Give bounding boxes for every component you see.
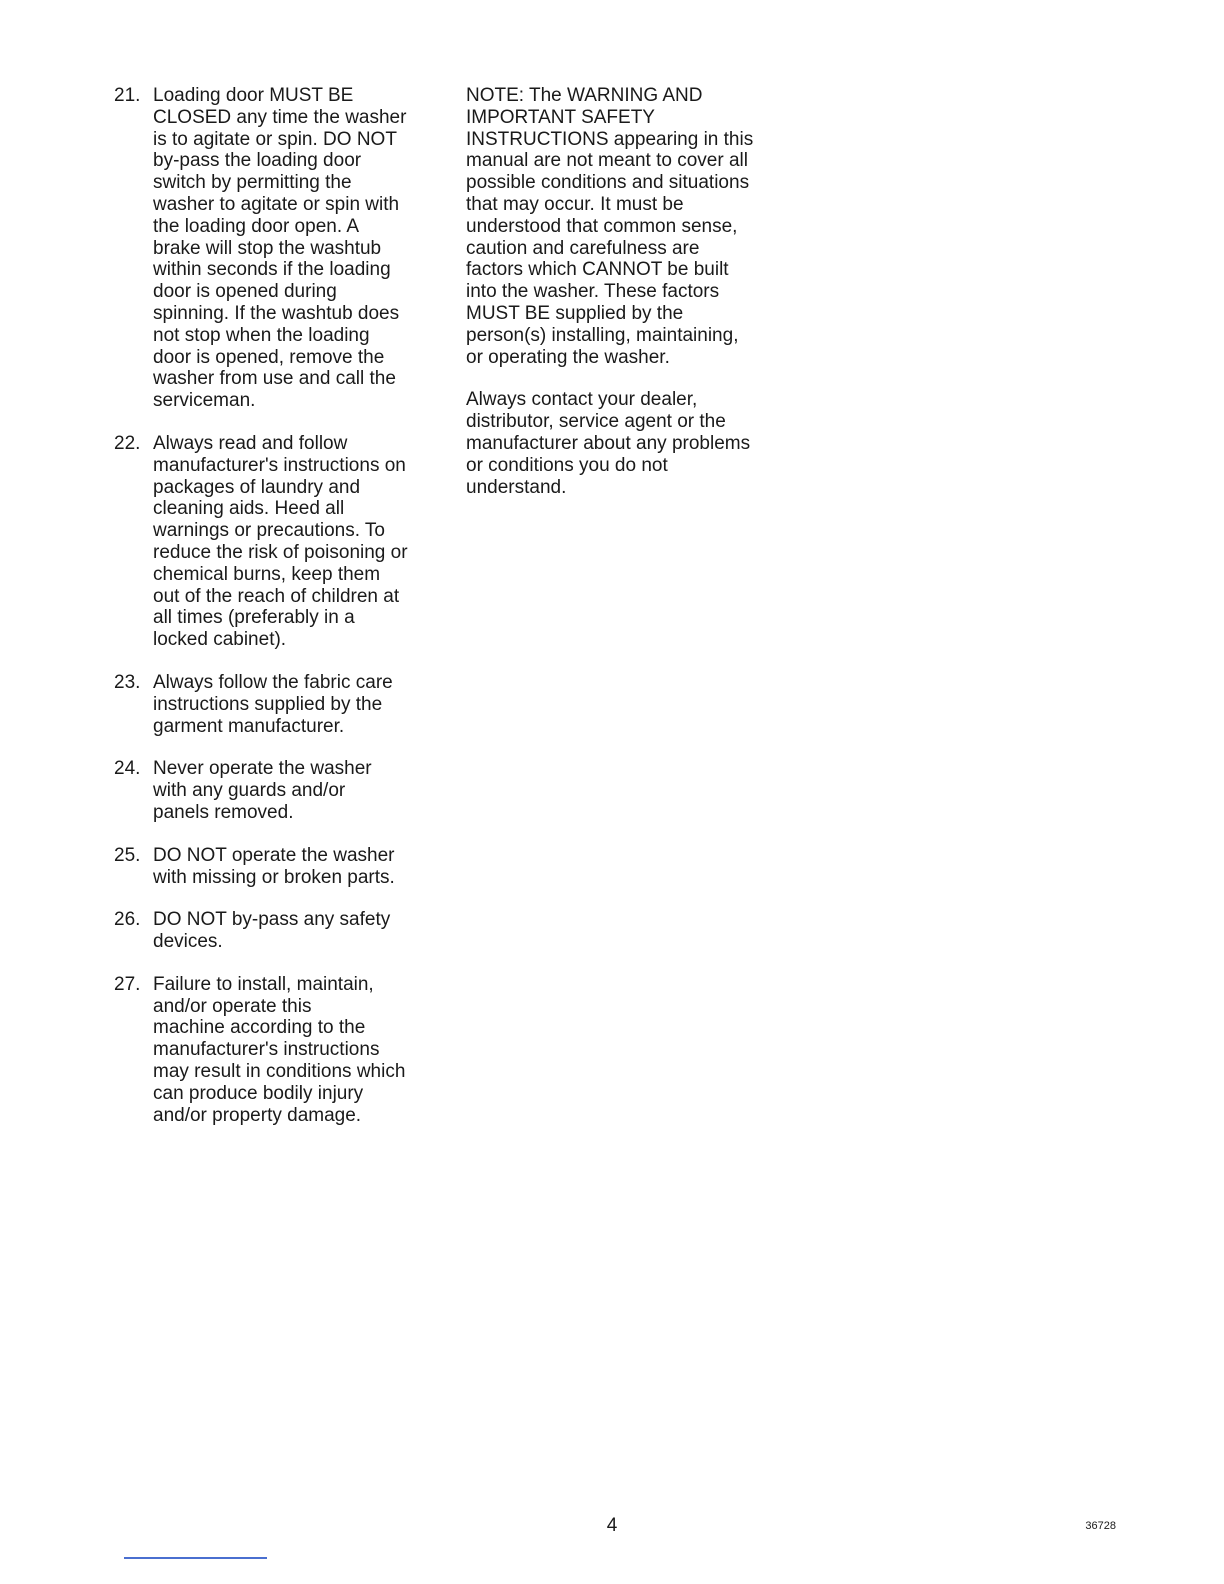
- item-number: 26.: [114, 909, 141, 931]
- list-item: [114, 433, 434, 651]
- list-item: [114, 909, 434, 953]
- item-number: 27.: [114, 973, 141, 995]
- item-text: DO NOT by-pass any safety devices.: [153, 909, 391, 953]
- item-text: Loading door MUST BE CLOSED any time the washer is to agitate or spin. DO NOT by-pass the loading door switch by permitting the washer to agitate or spin with the loading door open. A brake will stop the washtub within seconds if the loading door is opened during spinning. If the washtub does not stop when the loading door is opened, remove the washer from use and call the serviceman.: [153, 85, 407, 412]
- safety-instructions-list: [114, 85, 434, 1147]
- item-number: 25.: [114, 844, 141, 866]
- item-number: 24.: [114, 758, 141, 780]
- item-number: 23.: [114, 671, 141, 693]
- page-number: 4: [606, 1515, 618, 1536]
- list-item: [114, 672, 434, 737]
- item-text: Always follow the fabric care instructions supplied by the garment manufacturer.: [153, 671, 393, 737]
- list-item: [114, 758, 434, 823]
- list-item: [114, 845, 434, 889]
- document-code: 36728: [1085, 1520, 1116, 1532]
- item-number: 21.: [114, 85, 141, 106]
- item-text: Never operate the washer with any guards and/or panels removed.: [153, 758, 372, 823]
- note-column: [466, 85, 786, 519]
- item-text: Failure to install, maintain, and/or operate this machine according to the manufacturer's instructions may result in conditions which can produce bodily injury and/or property damage.: [153, 973, 406, 1126]
- bottom-divider: [124, 1557, 267, 1559]
- list-item: [114, 85, 434, 412]
- item-text: DO NOT operate the washer with missing or broken parts.: [153, 844, 395, 888]
- item-text: Always read and follow manufacturer's instructions on packages of laundry and cleaning aids. Heed all warnings or precautions. To reduce the risk of poisoning or chemical burns, keep them out of the reach of children at all times (preferably in a locked cabinet).: [153, 432, 408, 651]
- list-item: [114, 974, 434, 1127]
- contact-paragraph: Always contact your dealer, distributor, service agent or the manufacturer about any problems or conditions you do not understand.: [466, 389, 751, 498]
- item-number: 22.: [114, 432, 141, 454]
- safety-note-paragraph: NOTE: The WARNING AND IMPORTANT SAFETY INSTRUCTIONS appearing in this manual are not meant to cover all possible conditions and situations that may occur. It must be understood that common sense, caution and carefulness are factors which CANNOT be built into the washer. These factors MUST BE supplied by the person(s) installing, maintaining, or operating the washer.: [466, 85, 754, 368]
